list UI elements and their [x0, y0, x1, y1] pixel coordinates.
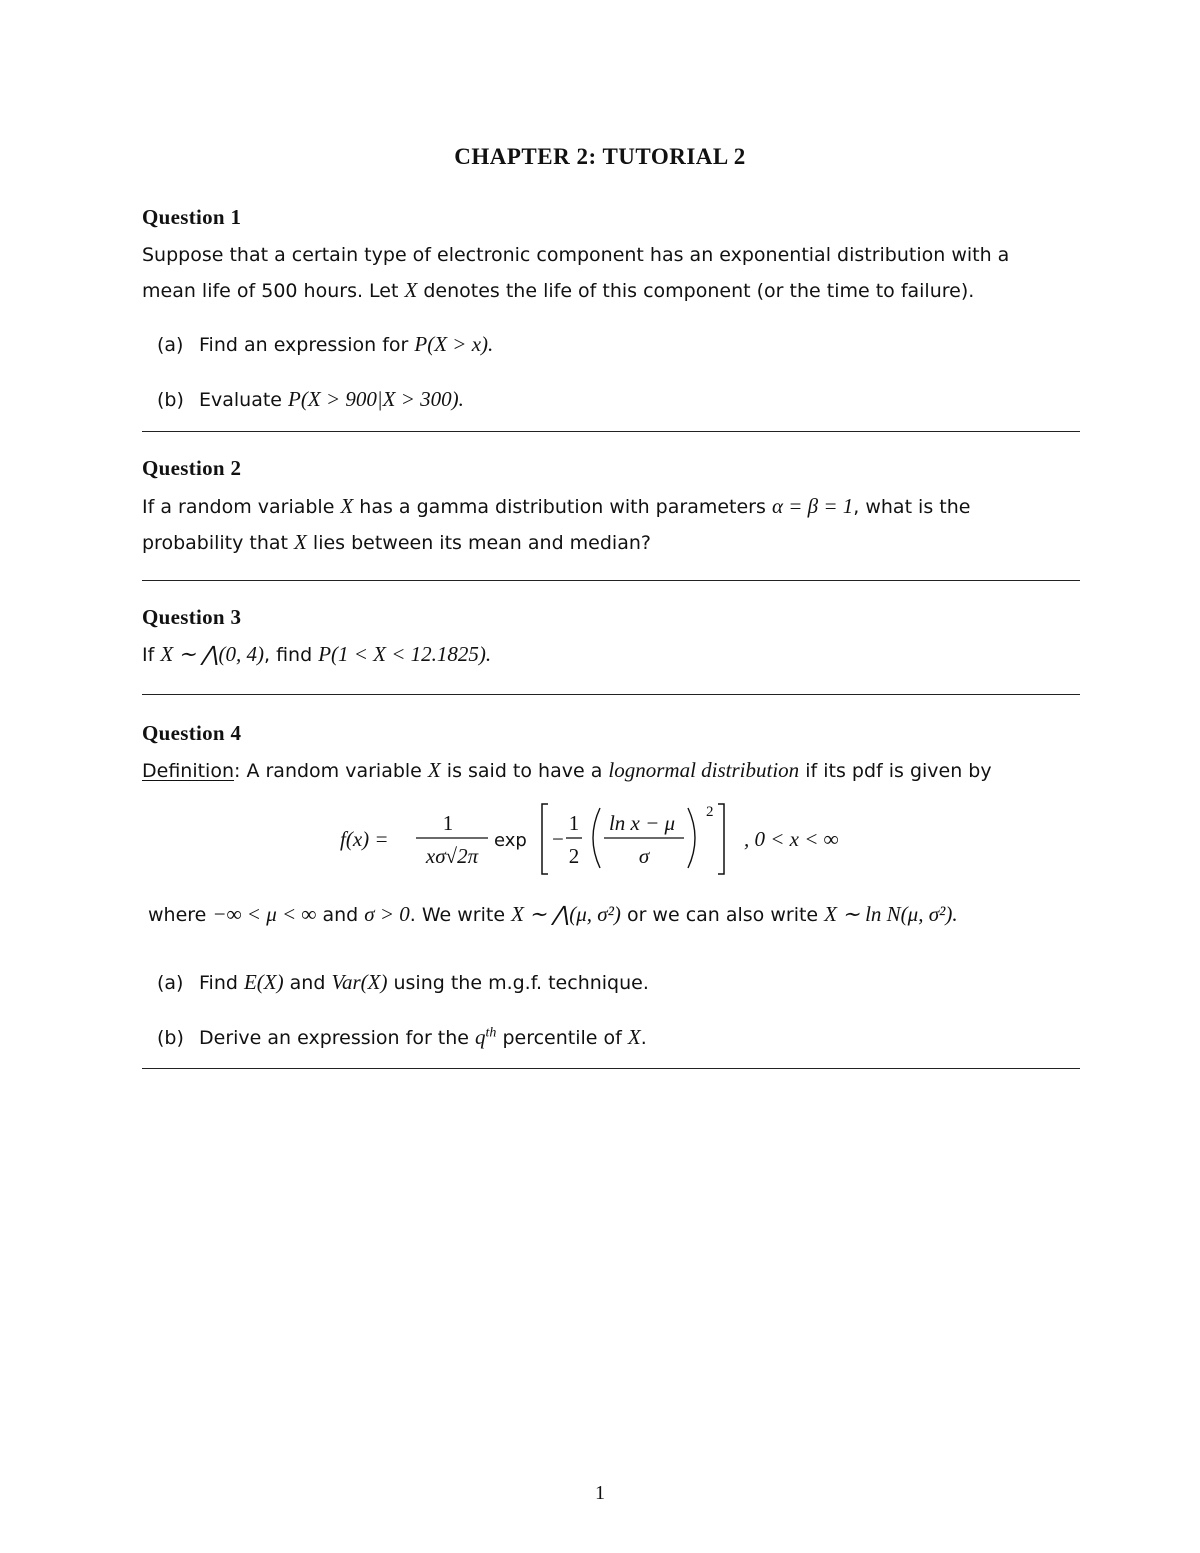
question-4-part-a: (a) Find E(X) and Var(X) using the m.g.f. technique. [157, 970, 649, 994]
formula-domain: , 0 < x < ∞ [744, 827, 839, 851]
question-4-definition: Definition: A random variable X is said to have a lognormal distribution if its pdf is given by [142, 758, 992, 782]
question-3-heading: Question 3 [142, 605, 242, 629]
formula-inner-den: σ [638, 844, 650, 868]
question-1-heading: Question 1 [142, 205, 242, 229]
divider-rule [142, 431, 1080, 432]
question-1-part-a: (a) Find an expression for P(X > x). [157, 332, 494, 356]
page-number: 1 [595, 1482, 605, 1504]
question-3-body [142, 637, 1080, 673]
question-1-body [142, 238, 1080, 309]
left-paren [593, 808, 600, 868]
formula-num1: 1 [442, 811, 454, 835]
question-2 [142, 456, 1080, 481]
question-1-part-b: (b) Evaluate P(X > 900|X > 300). [157, 387, 464, 411]
question-2-heading: Question 2 [142, 456, 242, 480]
left-bracket [542, 804, 548, 874]
svg-text:−: − [552, 827, 564, 851]
question-1-line-2: mean life of 500 hours. Let X denotes the life of this component (or the time to failure). [142, 278, 975, 302]
formula-den1: xσ√2π [425, 844, 479, 868]
right-bracket [718, 804, 724, 874]
divider-rule [142, 580, 1080, 581]
question-3-line: If X ∼ ⋀(0, 4), find P(1 < X < 12.1825). [142, 642, 492, 666]
page-title: CHAPTER 2: TUTORIAL 2 [454, 144, 746, 169]
formula-power: 2 [706, 804, 714, 820]
divider-rule [142, 1068, 1080, 1069]
question-4-part-b: (b) Derive an expression for the $q^{th}$ percentile of X. [157, 1025, 647, 1049]
question-2-line-1: If a random variable X has a gamma distribution with parameters α = β = 1, what is the [142, 494, 971, 518]
question-4 [142, 721, 1080, 746]
definition-label: Definition [142, 760, 235, 782]
question-1-line-1: Suppose that a certain type of electronic component has an exponential distribution with a [142, 244, 1010, 266]
lognormal-pdf-formula [340, 800, 900, 880]
formula-svg [340, 800, 900, 880]
formula-half-den: 2 [568, 844, 580, 868]
formula-exp: exp [494, 830, 527, 851]
var-x: X [404, 278, 418, 302]
question-4-heading: Question 4 [142, 721, 242, 745]
question-3 [142, 605, 1080, 630]
formula-half-num: 1 [568, 811, 580, 835]
question-4-where: where −∞ < μ < ∞ and σ > 0. We write X ∼ ⋀(μ, σ²) or we can also write X ∼ ln N(μ, σ²). [148, 902, 958, 926]
formula-lhs: f(x) = [340, 827, 389, 851]
lognormal-term: lognormal distribution [608, 758, 800, 782]
question-2-line-2: probability that X lies between its mean and median? [142, 530, 651, 554]
question-1 [142, 205, 1080, 230]
question-2-body [142, 489, 1080, 561]
divider-rule [142, 694, 1080, 695]
right-paren [688, 808, 695, 868]
formula-inner-num: ln x − μ [608, 811, 676, 835]
